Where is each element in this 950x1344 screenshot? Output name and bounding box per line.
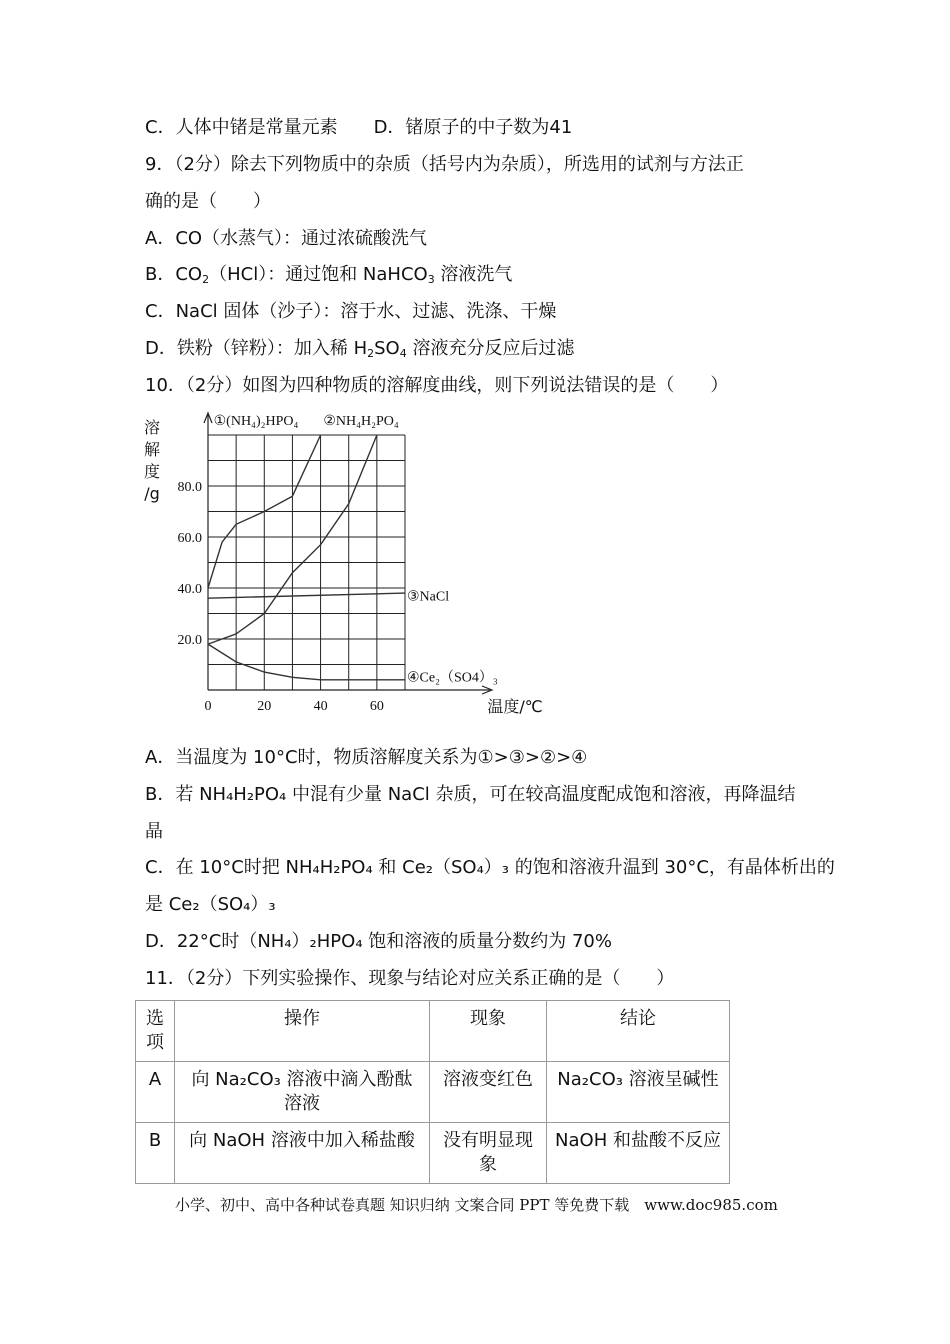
series-label-3: ③NaCl bbox=[407, 589, 450, 605]
table-cell: 没有明显现象 bbox=[430, 1123, 547, 1184]
q9b-sub1: 2 bbox=[202, 273, 210, 286]
y-tick-label: 20.0 bbox=[177, 633, 202, 648]
option-c-d-q8: C．人体中锗是常量元素 D．锗原子的中子数为41 bbox=[145, 117, 573, 138]
q9d-sub2: 4 bbox=[399, 347, 407, 360]
experiment-table bbox=[135, 1000, 730, 1184]
x-tick-label: 20 bbox=[257, 699, 272, 714]
q10-option-b-line2: 晶 bbox=[145, 821, 163, 842]
x-axis-label: 温度/℃ bbox=[487, 697, 543, 716]
footer-text: 小学、初中、高中各种试卷真题 知识归纳 文案合同 PPT 等免费下载 www.doc985.com bbox=[175, 1196, 778, 1214]
q9d-text2: SO bbox=[374, 338, 400, 359]
col-conclusion: 结论 bbox=[547, 1001, 730, 1062]
y-axis-label: 度 bbox=[143, 462, 161, 481]
q9d-text3: 溶液充分反应后过滤 bbox=[406, 338, 575, 359]
q9-option-d bbox=[145, 336, 574, 367]
q10-option-a: A．当温度为 10°C时，物质溶解度关系为①>③>②>④ bbox=[145, 747, 588, 768]
table-cell: Na₂CO₃ 溶液呈碱性 bbox=[547, 1062, 730, 1123]
q9d-sub1: 2 bbox=[367, 347, 375, 360]
question-11: 11．（2分）下列实验操作、现象与结论对应关系正确的是（ ） bbox=[145, 968, 675, 989]
q10-option-b-line1: B．若 NH₄H₂PO₄ 中混有少量 NaCl 杂质，可在较高温度配成饱和溶液，再降温结 bbox=[145, 784, 796, 805]
question-9-line2: 确的是（ ） bbox=[145, 191, 271, 212]
solubility-chart bbox=[140, 405, 543, 725]
q9b-text1: B．CO bbox=[145, 264, 203, 285]
y-tick-label: 80.0 bbox=[177, 480, 202, 495]
x-tick-label: 0 bbox=[204, 699, 212, 714]
series-line-4 bbox=[208, 644, 405, 680]
series-label-1: ①(NH₄)₂HPO₄ bbox=[213, 414, 299, 429]
y-tick-label: 40.0 bbox=[177, 582, 202, 597]
col-option: 选项 bbox=[136, 1001, 175, 1062]
y-axis-label: /g bbox=[144, 484, 160, 503]
q9b-text2: （HCl）：通过饱和 NaHCO bbox=[209, 264, 428, 285]
y-tick-label: 60.0 bbox=[177, 531, 202, 546]
series-label-2: ②NH₄H₂PO₄ bbox=[323, 414, 399, 429]
q10-option-d: D．22°C时（NH₄）₂HPO₄ 饱和溶液的质量分数约为 70% bbox=[145, 931, 612, 952]
col-phenomenon: 现象 bbox=[430, 1001, 547, 1062]
q9-option-a: A．CO（水蒸气）：通过浓硫酸洗气 bbox=[145, 228, 428, 249]
q9-option-b bbox=[145, 262, 512, 293]
table-cell: 向 Na₂CO₃ 溶液中滴入酚酞溶液 bbox=[175, 1062, 430, 1123]
table-cell: B bbox=[136, 1123, 175, 1184]
q9-option-c: C．NaCl 固体（沙子）：溶于水、过滤、洗涤、干燥 bbox=[145, 301, 557, 322]
q10-option-c-line1: C．在 10°C时把 NH₄H₂PO₄ 和 Ce₂（SO₄）₃ 的饱和溶液升温到 30°C，有晶体析出的 bbox=[145, 857, 835, 878]
series-line-3 bbox=[208, 593, 405, 598]
question-9-line1: 9．（2分）除去下列物质中的杂质（括号内为杂质），所选用的试剂与方法正 bbox=[145, 154, 744, 175]
table-cell: NaOH 和盐酸不反应 bbox=[547, 1123, 730, 1184]
y-axis-label: 溶 bbox=[143, 418, 161, 437]
table-cell: 溶液变红色 bbox=[430, 1062, 547, 1123]
table-cell: A bbox=[136, 1062, 175, 1123]
y-axis-label: 解 bbox=[143, 440, 161, 459]
solubility-chart-svg bbox=[140, 405, 543, 725]
q9d-text1: D．铁粉（锌粉）：加入稀 H bbox=[145, 338, 368, 359]
table-row bbox=[136, 1062, 730, 1123]
table-row bbox=[136, 1123, 730, 1184]
table-header-row bbox=[136, 1001, 730, 1062]
q9b-text3: 溶液洗气 bbox=[434, 264, 513, 285]
col-operation: 操作 bbox=[175, 1001, 430, 1062]
q9b-sub2: 3 bbox=[427, 273, 435, 286]
x-tick-label: 60 bbox=[369, 699, 384, 714]
table-cell: 向 NaOH 溶液中加入稀盐酸 bbox=[175, 1123, 430, 1184]
question-10: 10．（2分）如图为四种物质的溶解度曲线，则下列说法错误的是（ ） bbox=[145, 375, 729, 396]
q10-option-c-line2: 是 Ce₂（SO₄）₃ bbox=[145, 894, 276, 915]
series-label-4: ④Ce₂（SO4）₃ bbox=[407, 670, 498, 686]
x-tick-label: 40 bbox=[313, 699, 328, 714]
